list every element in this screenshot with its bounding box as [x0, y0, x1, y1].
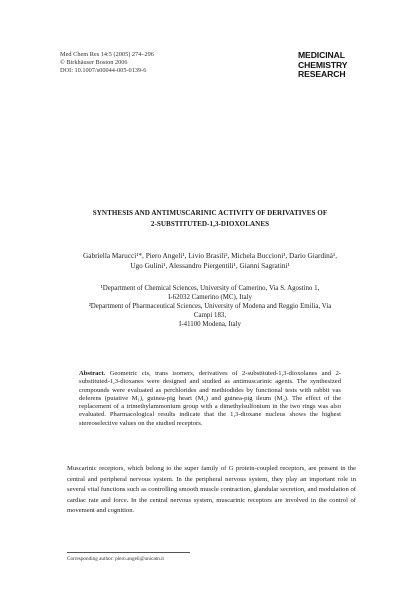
affiliation-line: I-41100 Modena, Italy: [179, 320, 241, 328]
citation-header: [60, 51, 154, 75]
body-paragraph: Muscarinic receptors, which belong to the super family of G protein-coupled receptors, are present in the central and peripheral nervous system. In the peripheral nervous system, they play an important role in several vital functions such as controlling smooth muscle contraction, glandular secretion, and modulation of cardiac rate and force. In the central nervous system, muscarinic receptors are involved in the control of movement and cognition.: [67, 465, 356, 515]
affiliation-line: ¹Department of Chemical Sciences, University of Camerino, Via S. Agostino 1,: [100, 285, 320, 292]
journal-logo: [298, 51, 347, 80]
affiliation-line: ²Department of Pharmaceutical Sciences, University of Modena and Reggio Emilia, Via: [88, 302, 332, 310]
journal-logo-line: CHEMISTRY: [298, 59, 348, 70]
affiliation-line: I-62032 Camerino (MC), Italy: [168, 293, 252, 301]
journal-logo-line: RESEARCH: [298, 69, 346, 80]
title-line: 2-SUBSTITUTED-1,3-DIOXOLANES: [150, 219, 270, 228]
doi-line: DOI: 10.1007/s00044-005-0139-6: [60, 67, 147, 74]
authors-line: Ugo Gulini¹, Alessandro Piergentili¹, Gianni Sagratini¹: [130, 260, 290, 270]
author-list: [50, 251, 370, 271]
abstract-text: Geometric cis, trans isomers, derivatives of 2-substituted-1,3-dioxolanes and 2-substituted-1,3-dioxanes were designed and studied as antimuscarinic agents. The synthesized compounds were evaluated as perchlorides and methiodides by functional tests with rabbit vas deferens (putative M₁), guinea-pig heart (M₂) and guinea-pig ileum (M₃). The effect of the replacement of a trimethylammonium group with a dimethylsulfonium in the two rings was also evaluated. Pharmacological results indicate that the 1,3-dioxane nucleus shows the highest stereoselective values on the studied receptors.: [79, 370, 341, 427]
paper-title: [40, 208, 380, 229]
corresponding-author-footnote: Corresponding author: piero.angeli@unicam.it: [67, 556, 164, 562]
abstract: [79, 370, 341, 428]
citation-line: Med Chem Res 14:5 (2005) 274–296: [60, 51, 154, 58]
title-line: SYNTHESIS AND ANTIMUSCARINIC ACTIVITY OF DERIVATIVES OF: [92, 209, 328, 217]
journal-logo-line: MEDICINAL: [298, 50, 345, 60]
abstract-label: Abstract.: [79, 370, 106, 377]
affiliations: [55, 285, 365, 330]
footnote-divider: [67, 552, 190, 553]
affiliation-line: Campi 183,: [193, 311, 227, 319]
authors-line: Gabriella Marucci¹*, Piero Angeli¹, Livio Brasili², Michela Buccioni¹, Dario Giardinà¹,: [82, 251, 338, 260]
copyright-line: © Birkhäuser Boston 2006: [60, 59, 128, 66]
